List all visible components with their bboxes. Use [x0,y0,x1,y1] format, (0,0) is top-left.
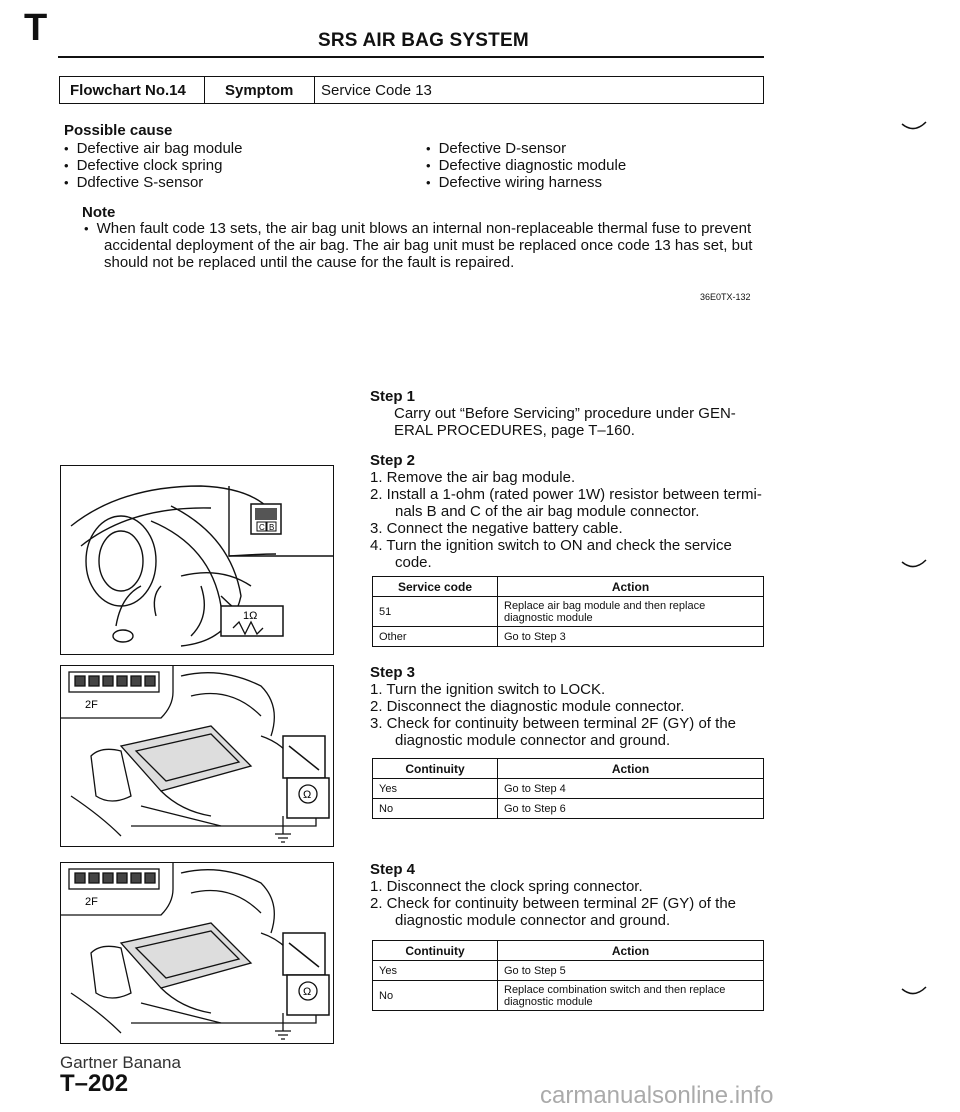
note-line: • When fault code 13 sets, the air bag unit blows an internal non-replaceable thermal fuse to prevent [84,220,774,237]
table-row [373,597,764,627]
table-header: Action [498,941,764,961]
cause-item: • Defective diagnostic module [426,157,626,174]
ohm-symbol: Ω [303,986,312,998]
cause-item: • Ddfective S-sensor [64,174,243,191]
reference-code: 36E0TX-132 [700,292,751,302]
flowchart-header-box [59,76,764,104]
table-row [373,779,764,799]
step-2-heading: Step 2 [370,452,416,469]
step-1-heading: Step 1 [370,388,416,405]
cause-item: • Defective air bag module [64,140,243,157]
step-3-line: diagnostic module connector and ground. [395,732,671,749]
step-1-line: ERAL PROCEDURES, page T–160. [394,422,635,439]
connector-b-label: B [269,523,275,532]
symptom-label: Symptom [205,77,315,103]
step-4-table [372,940,764,1011]
page-title: SRS AIR BAG SYSTEM [318,30,529,51]
table-header: Action [498,577,764,597]
step-4-heading: Step 4 [370,861,416,878]
table-cell: 51 [373,597,498,627]
step-2-line: 3. Connect the negative battery cable. [370,520,623,537]
table-cell [498,597,764,627]
possible-cause-left-list [64,140,243,191]
watermark: carmanualsonline.info [540,1082,774,1109]
step-4-line: diagnostic module connector and ground. [395,912,671,929]
figure-airbag-connector [60,465,334,655]
step-3-heading: Step 3 [370,664,416,681]
step-2-line: nals B and C of the air bag module connector. [395,503,700,520]
possible-cause-heading: Possible cause [64,122,173,139]
table-cell: No [373,799,498,819]
possible-cause-right-list [426,140,626,191]
table-row [373,961,764,981]
table-cell: Yes [373,779,498,799]
continuity-drawing [61,863,334,1044]
step-4-line: 2. Check for continuity between terminal 2F (GY) of the [370,895,736,912]
step-3-table [372,758,764,819]
table-row [373,981,764,1011]
table-header: Action [498,759,764,779]
step-3-line: 3. Check for continuity between terminal 2F (GY) of the [370,715,736,732]
figure-continuity-check-2 [60,862,334,1044]
step-2-line: code. [395,554,432,571]
cause-item: • Defective clock spring [64,157,243,174]
terminal-label: 2F [85,699,98,711]
figure-continuity-check-1 [60,665,334,847]
table-header: Service code [373,577,498,597]
note-heading: Note [82,204,116,221]
note-line: accidental deployment of the air bag. The air bag unit must be replaced once code 13 has set, but [104,237,753,254]
flowchart-number: Flowchart No.14 [60,77,205,103]
page-number: T–202 [60,1070,129,1097]
step-4-line: 1. Disconnect the clock spring connector. [370,878,643,895]
step-3-line: 2. Disconnect the diagnostic module connector. [370,698,685,715]
table-cell: Other [373,627,498,647]
step-2-line: 2. Install a 1-ohm (rated power 1W) resistor between termi- [370,486,762,503]
step-1-line: Carry out “Before Servicing” procedure under GEN- [394,405,736,422]
cause-item: • Defective D-sensor [426,140,626,157]
note-text [84,220,774,271]
ohm-symbol: Ω [303,789,312,801]
header-rule [58,56,764,58]
table-header: Continuity [373,941,498,961]
connector-c-label: C [259,523,265,532]
table-cell: Go to Step 4 [498,779,764,799]
steering-wheel-drawing [61,466,334,655]
terminal-label: 2F [85,896,98,908]
note-line: should not be replaced until the cause for the fault is repaired. [104,254,515,271]
symptom-value: Service Code 13 [321,81,432,99]
cell-line: diagnostic module [504,995,593,1008]
table-row [373,627,764,647]
footer-brand: Gartner Banana [60,1053,181,1072]
continuity-drawing [61,666,334,847]
table-row [373,799,764,819]
table-cell: Go to Step 6 [498,799,764,819]
table-cell [498,981,764,1011]
table-cell: Go to Step 3 [498,627,764,647]
step-3-line: 1. Turn the ignition switch to LOCK. [370,681,606,698]
margin-mark [900,985,928,999]
margin-mark [900,120,928,134]
cell-line: diagnostic module [504,611,593,624]
step-2-line: 1. Remove the air bag module. [370,469,576,486]
table-cell: Yes [373,961,498,981]
table-cell: No [373,981,498,1011]
section-letter: T [24,7,48,49]
cell-line: Replace combination switch and then replace [504,983,726,996]
table-cell: Go to Step 5 [498,961,764,981]
resistor-label: 1Ω [243,610,258,622]
margin-mark [900,558,928,572]
step-2-line: 4. Turn the ignition switch to ON and check the service [370,537,732,554]
cell-line: Replace air bag module and then replace [504,599,706,612]
cause-item: • Defective wiring harness [426,174,626,191]
step-2-table [372,576,764,647]
table-header: Continuity [373,759,498,779]
